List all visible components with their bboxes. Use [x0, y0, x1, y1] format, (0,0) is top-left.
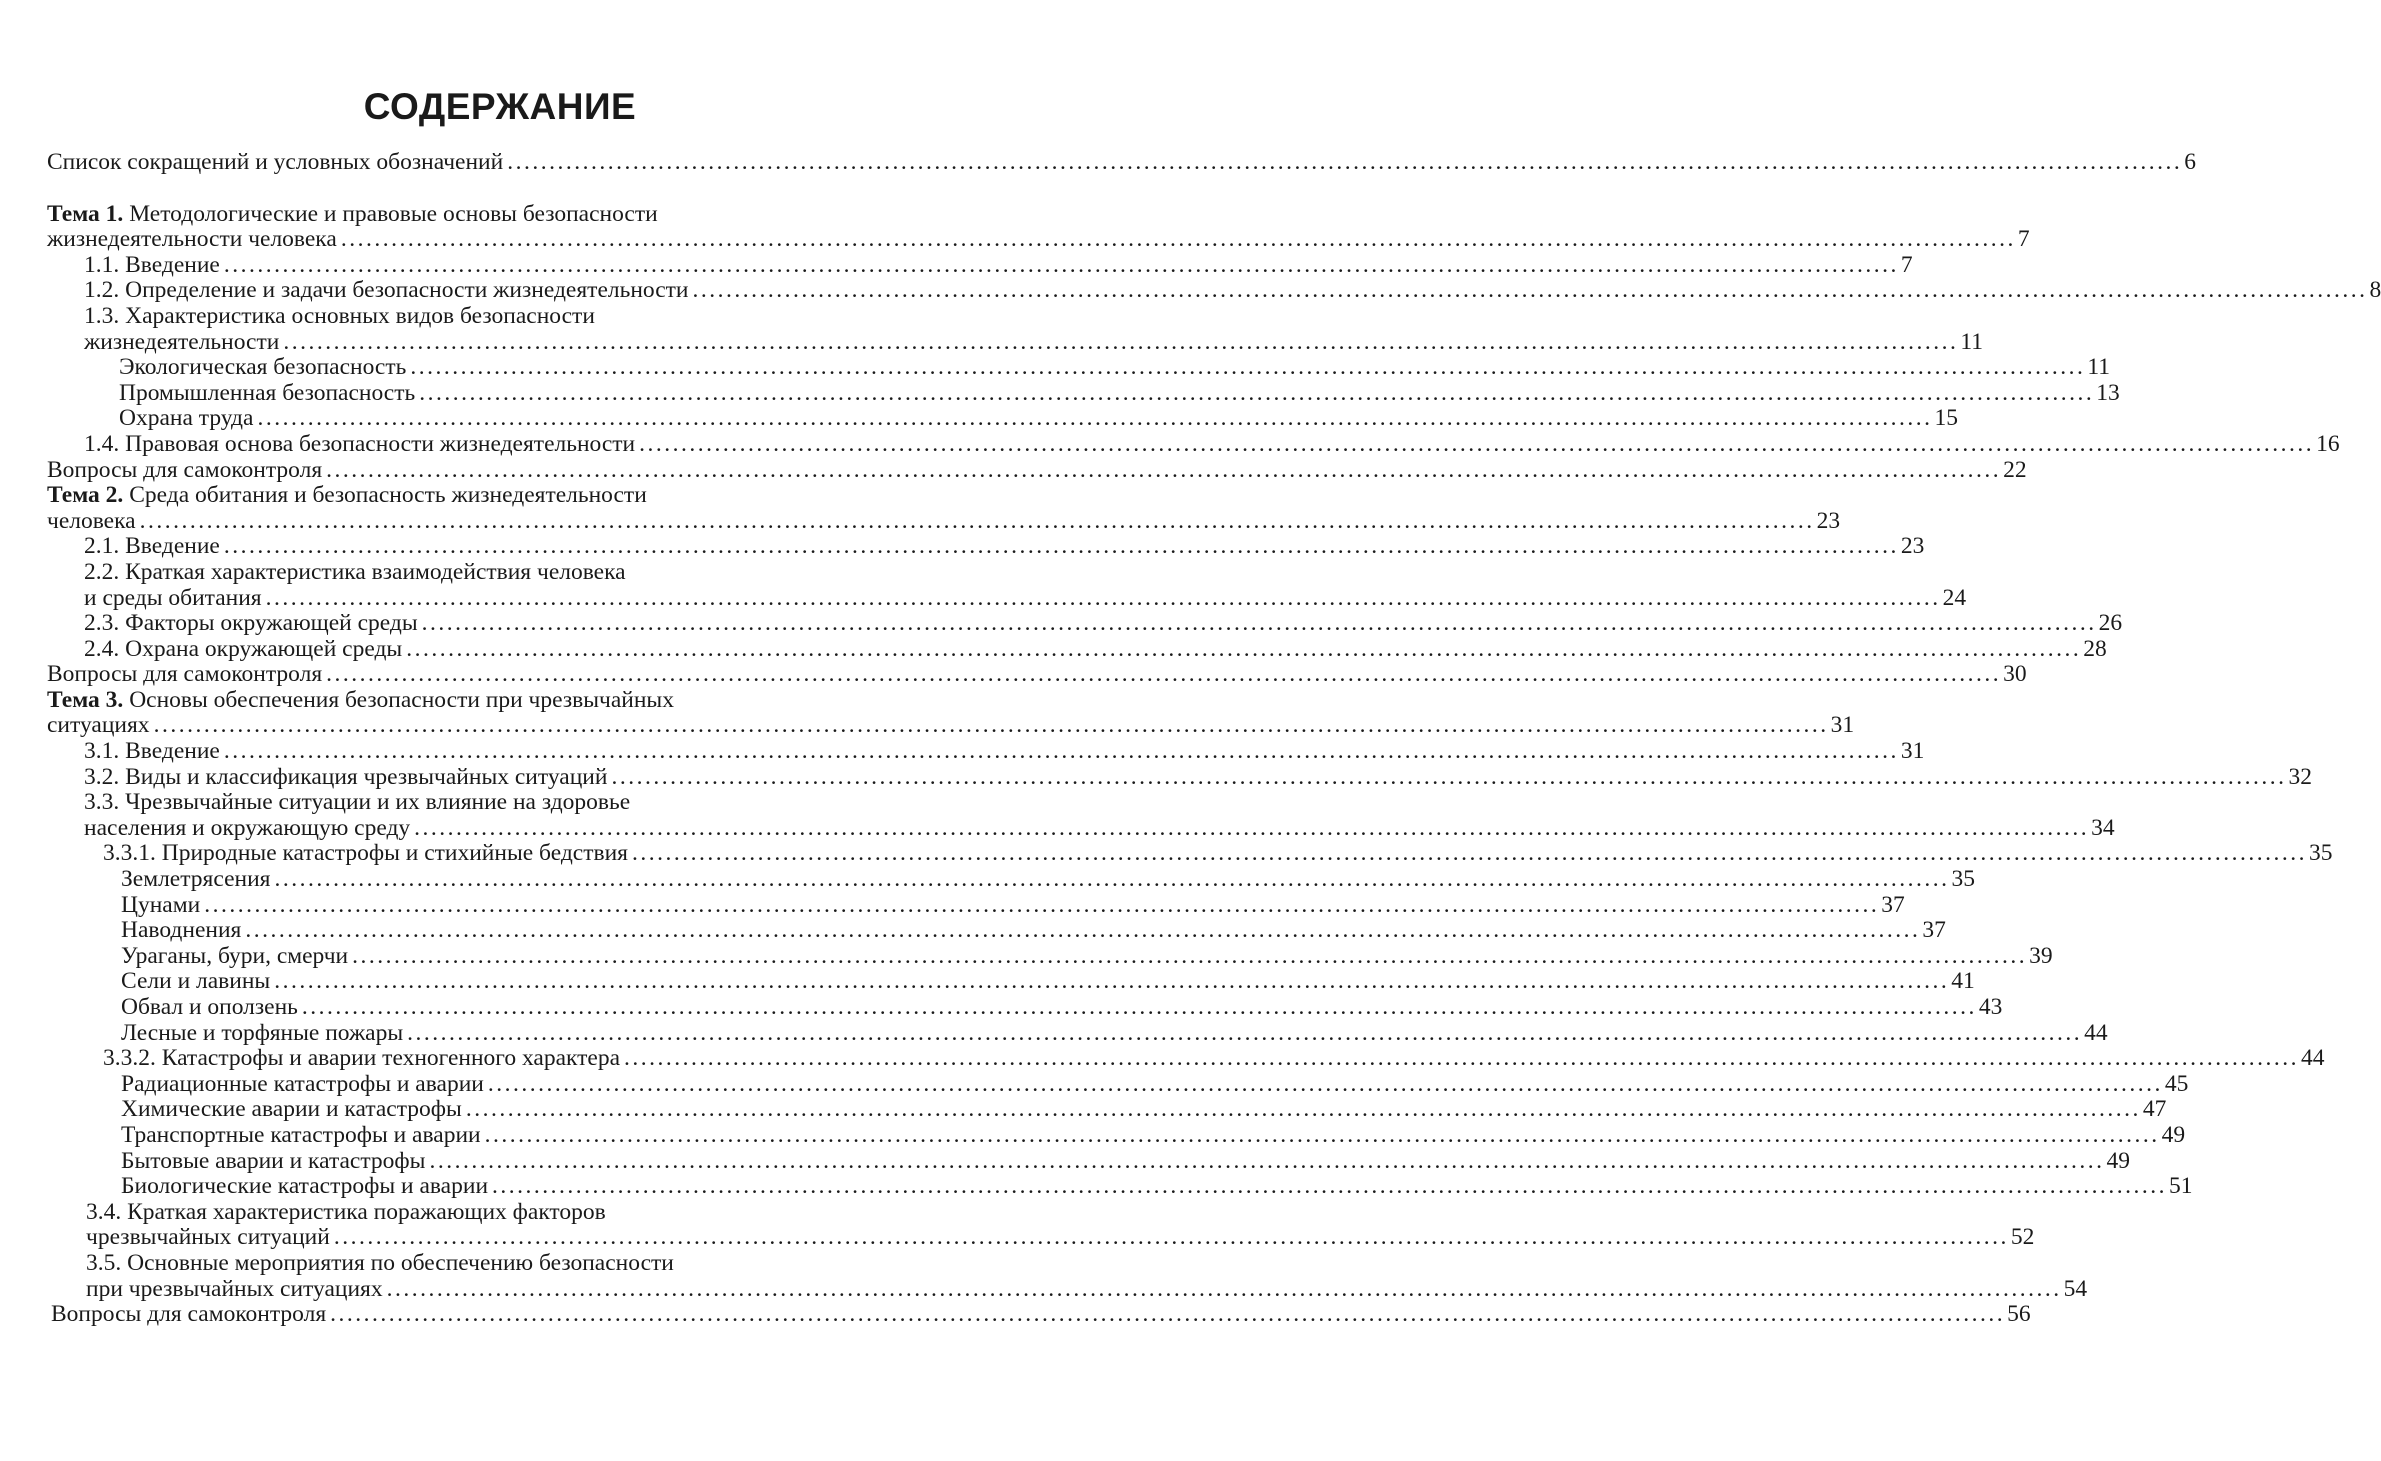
toc-entry-text: Экологическая безопасность	[119, 354, 407, 381]
toc-leader-dots: ........................................................................................................................................................................................................	[223, 738, 1899, 765]
toc-entry[interactable]	[47, 200, 2030, 253]
toc-entry-first-line: Среда обитания и безопасность жизнедеятельности	[129, 482, 647, 509]
toc-leader-dots: ........................................................................................................................................................................................................	[419, 379, 2095, 406]
toc-entry-text: Ураганы, бури, смерчи	[121, 942, 349, 969]
toc-entry[interactable]	[84, 558, 1967, 611]
toc-leader-dots: ........................................................................................................................................................................................................	[465, 1096, 2141, 1123]
toc-entry-text: 1.4. Правовая основа безопасности жизнедеятельности	[84, 430, 636, 457]
toc-entry[interactable]	[84, 430, 2340, 458]
toc-entry-first-line: Методологические и правовые основы безопасности	[129, 200, 658, 227]
toc-leader-dots: ........................................................................................................................................................................................................	[223, 251, 1899, 278]
toc-topic-label: Тема 3.	[47, 686, 124, 713]
toc-page-number: 15	[1934, 405, 1958, 432]
toc-page-number: 31	[1830, 712, 1855, 739]
toc-entry[interactable]	[121, 942, 2053, 970]
toc-entry[interactable]	[121, 891, 1905, 919]
toc-page-number: 47	[2142, 1096, 2167, 1123]
toc-entry[interactable]	[47, 482, 1841, 534]
toc-entry-text: Транспортные катастрофы и аварии	[121, 1121, 481, 1148]
toc-entry-text: населения и окружающую среду	[84, 814, 411, 841]
toc-leader-dots: ........................................................................................................................................................................................................	[407, 1019, 2083, 1046]
toc-entry-text: жизнедеятельности	[84, 328, 280, 355]
toc-entry-text: Химические аварии и катастрофы	[121, 1096, 462, 1123]
toc-leader-dots: ........................................................................................................................................................................................................	[340, 226, 2016, 253]
table-of-contents	[0, 149, 2381, 1328]
toc-entry-text: Цунами	[121, 891, 201, 918]
toc-entry[interactable]	[84, 302, 1983, 355]
toc-entry-text: Вопросы для самоконтроля	[47, 456, 323, 483]
toc-entry[interactable]	[121, 968, 1975, 995]
toc-page-number: 13	[2096, 379, 2120, 406]
toc-entry[interactable]	[121, 994, 2003, 1021]
toc-entry-text: человека	[47, 507, 136, 534]
toc-page-number: 35	[2308, 840, 2333, 867]
toc-leader-dots: ........................................................................................................................................................................................................	[265, 584, 1941, 611]
toc-page-number: 44	[2084, 1019, 2108, 1046]
toc-entry-first-line: 1.3. Характеристика основных видов безопасности	[84, 302, 595, 329]
toc-entry[interactable]	[121, 1070, 2189, 1098]
toc-entry[interactable]	[103, 1045, 2325, 1072]
toc-entry[interactable]	[51, 1301, 2031, 1328]
toc-entry[interactable]	[47, 456, 2027, 484]
toc-page-number: 23	[1900, 533, 1925, 560]
toc-entry-text: Лесные и торфяные пожары	[121, 1019, 404, 1046]
toc-entry-text: Биологические катастрофы и аварии	[121, 1173, 489, 1200]
toc-entry[interactable]	[119, 354, 2110, 381]
toc-entry-text: Радиационные катастрофы и аварии	[121, 1070, 484, 1097]
toc-leader-dots: ........................................................................................................................................................................................................	[274, 968, 1950, 995]
toc-page-number: 31	[1900, 738, 1925, 765]
toc-entry[interactable]	[84, 533, 1925, 560]
section-gap	[0, 176, 1000, 202]
toc-entry-text: чрезвычайных ситуаций	[86, 1224, 330, 1251]
toc-page-number: 23	[1816, 507, 1841, 534]
toc-page-number: 39	[2029, 942, 2053, 969]
toc-leader-dots: ........................................................................................................................................................................................................	[631, 840, 2307, 867]
toc-entry[interactable]	[47, 661, 2027, 688]
toc-entry[interactable]	[103, 840, 2333, 867]
toc-entry[interactable]	[47, 686, 1855, 739]
toc-entry-text: 2.4. Охрана окружающей среды	[84, 635, 403, 662]
toc-leader-dots: ........................................................................................................................................................................................................	[204, 891, 1880, 918]
toc-leader-dots: ........................................................................................................................................................................................................	[257, 405, 1933, 432]
toc-page-number: 30	[2003, 661, 2027, 688]
toc-leader-dots: ........................................................................................................................................................................................................	[611, 763, 2287, 790]
toc-entry-text: 1.2. Определение и задачи безопасности жизнедеятельности	[84, 277, 689, 304]
toc-leader-dots: ........................................................................................................................................................................................................	[274, 866, 1950, 893]
toc-page-number: 28	[2083, 635, 2107, 662]
toc-entry[interactable]	[84, 610, 2123, 637]
toc-entry[interactable]	[119, 405, 1958, 432]
toc-page-number: 37	[1922, 917, 1946, 944]
toc-entry[interactable]	[121, 866, 1975, 893]
toc-leader-dots: ........................................................................................................................................................................................................	[283, 328, 1959, 355]
toc-page-number: 32	[2288, 763, 2312, 790]
toc-entry[interactable]	[121, 1096, 2167, 1123]
toc-leader-dots: ........................................................................................................................................................................................................	[692, 277, 2368, 304]
toc-leader-dots: ........................................................................................................................................................................................................	[330, 1301, 2006, 1328]
toc-topic-label: Тема 1.	[47, 200, 124, 227]
toc-entry-text: Сели и лавины	[121, 968, 271, 995]
toc-entry[interactable]	[84, 635, 2107, 663]
toc-entry-text: Обвал и оползень	[121, 994, 298, 1020]
toc-page-number: 56	[2007, 1301, 2031, 1328]
toc-entry-first-line: 3.5. Основные мероприятия по обеспечению безопасности	[86, 1249, 674, 1276]
toc-page-number: 16	[2316, 430, 2340, 457]
toc-entry[interactable]	[84, 251, 1913, 279]
toc-entry-text: Вопросы для самоконтроля	[51, 1301, 327, 1328]
toc-page-number: 49	[2161, 1121, 2186, 1148]
toc-leader-dots: ........................................................................................................................................................................................................	[406, 635, 2082, 662]
toc-leader-dots: ........................................................................................................................................................................................................	[507, 149, 2183, 175]
toc-page-number: 7	[1900, 251, 1913, 278]
toc-page-number: 44	[2301, 1045, 2325, 1072]
toc-page-number: 26	[2098, 610, 2123, 637]
toc-page-number: 11	[2087, 354, 2110, 381]
page-title: СОДЕРЖАНИЕ	[363, 86, 637, 127]
toc-entry[interactable]	[86, 1249, 2088, 1302]
toc-entry-text: 1.1. Введение	[84, 251, 220, 278]
toc-entry-text: 3.3.2. Катастрофы и аварии техногенного характера	[103, 1045, 621, 1072]
toc-entry-first-line: 2.2. Краткая характеристика взаимодействия человека	[84, 558, 626, 585]
toc-entry-text: при чрезвычайных ситуациях	[86, 1275, 383, 1302]
toc-entry-text: Промышленная безопасность	[119, 379, 416, 406]
toc-page-number: 41	[1951, 968, 1975, 995]
toc-page-number: 52	[2010, 1224, 2035, 1251]
toc-entry[interactable]	[84, 763, 2312, 791]
toc-entry[interactable]	[84, 277, 2381, 304]
toc-page-number: 22	[2003, 456, 2027, 483]
toc-entry-text: 3.2. Виды и классификация чрезвычайных ситуаций	[84, 763, 608, 790]
toc-page-number: 51	[2169, 1173, 2193, 1200]
toc-entry[interactable]	[121, 917, 1946, 944]
toc-entry[interactable]	[47, 149, 2196, 176]
toc-page-number: 49	[2106, 1147, 2130, 1174]
toc-entry[interactable]	[121, 1019, 2108, 1047]
toc-entry-text: Охрана труда	[119, 405, 254, 432]
toc-page-number: 34	[2091, 814, 2115, 841]
toc-entry-first-line: 3.3. Чрезвычайные ситуации и их влияние на здоровье	[84, 789, 631, 816]
toc-entry[interactable]	[121, 1147, 2130, 1175]
toc-page-number: 11	[1960, 328, 1983, 355]
toc-page-number: 45	[2164, 1070, 2189, 1097]
toc-leader-dots: ........................................................................................................................................................................................................	[326, 456, 2002, 483]
toc-entry[interactable]	[121, 1173, 2193, 1200]
toc-entry-text: 2.1. Введение	[84, 533, 220, 560]
toc-entry-text: 3.1. Введение	[84, 738, 220, 765]
toc-entry-text: Вопросы для самоконтроля	[47, 661, 323, 688]
toc-leader-dots: ........................................................................................................................................................................................................	[386, 1275, 2062, 1302]
toc-leader-dots: ........................................................................................................................................................................................................	[301, 994, 1977, 1020]
toc-entry-text: ситуациях	[47, 712, 150, 739]
toc-entry[interactable]	[121, 1121, 2186, 1149]
toc-page-number: 54	[2063, 1275, 2088, 1302]
toc-leader-dots: ........................................................................................................................................................................................................	[153, 712, 1829, 739]
toc-page-number: 24	[1942, 584, 1967, 611]
toc-page-number: 43	[1978, 994, 2003, 1020]
toc-leader-dots: ........................................................................................................................................................................................................	[333, 1224, 2009, 1251]
toc-entry-text: Список сокращений и условных обозначений	[47, 149, 504, 175]
toc-leader-dots: ........................................................................................................................................................................................................	[326, 661, 2002, 688]
toc-entry-text: 3.3.1. Природные катастрофы и стихийные бедствия	[103, 840, 628, 867]
toc-entry-first-line: Основы обеспечения безопасности при чрезвычайных	[129, 686, 674, 713]
toc-page-number: 6	[2184, 149, 2196, 175]
toc-page-number: 7	[2017, 226, 2030, 253]
toc-leader-dots: ........................................................................................................................................................................................................	[484, 1121, 2160, 1148]
toc-leader-dots: ........................................................................................................................................................................................................	[487, 1070, 2163, 1097]
toc-leader-dots: ........................................................................................................................................................................................................	[492, 1173, 2168, 1200]
toc-leader-dots: ........................................................................................................................................................................................................	[624, 1045, 2300, 1072]
toc-leader-dots: ........................................................................................................................................................................................................	[245, 917, 1921, 944]
toc-entry-text: жизнедеятельности человека	[47, 226, 337, 253]
toc-leader-dots: ........................................................................................................................................................................................................	[223, 533, 1899, 560]
toc-leader-dots: ........................................................................................................................................................................................................	[410, 354, 2086, 381]
toc-entry[interactable]	[119, 379, 2120, 407]
toc-page-number: 37	[1881, 891, 1905, 918]
toc-leader-dots: ........................................................................................................................................................................................................	[139, 507, 1815, 534]
toc-entry-text: и среды обитания	[84, 584, 262, 611]
toc-entry[interactable]	[84, 738, 1925, 765]
toc-leader-dots: ........................................................................................................................................................................................................	[429, 1147, 2105, 1174]
toc-entry-text: 2.3. Факторы окружающей среды	[84, 610, 418, 637]
toc-entry-text: Бытовые аварии и катастрофы	[121, 1147, 426, 1174]
toc-entry-first-line: 3.4. Краткая характеристика поражающих факторов	[86, 1198, 606, 1225]
toc-entry-text: Наводнения	[121, 917, 242, 944]
toc-entry[interactable]	[86, 1198, 2035, 1251]
toc-leader-dots: ........................................................................................................................................................................................................	[421, 610, 2097, 637]
toc-leader-dots: ........................................................................................................................................................................................................	[352, 942, 2028, 969]
toc-leader-dots: ........................................................................................................................................................................................................	[639, 430, 2315, 457]
toc-entry[interactable]	[84, 789, 2115, 841]
toc-page-number: 8	[2369, 277, 2381, 304]
toc-page-number: 35	[1951, 866, 1975, 893]
toc-leader-dots: ........................................................................................................................................................................................................	[414, 814, 2090, 841]
toc-topic-label: Тема 2.	[47, 482, 124, 509]
toc-entry-text: Землетрясения	[121, 866, 271, 893]
